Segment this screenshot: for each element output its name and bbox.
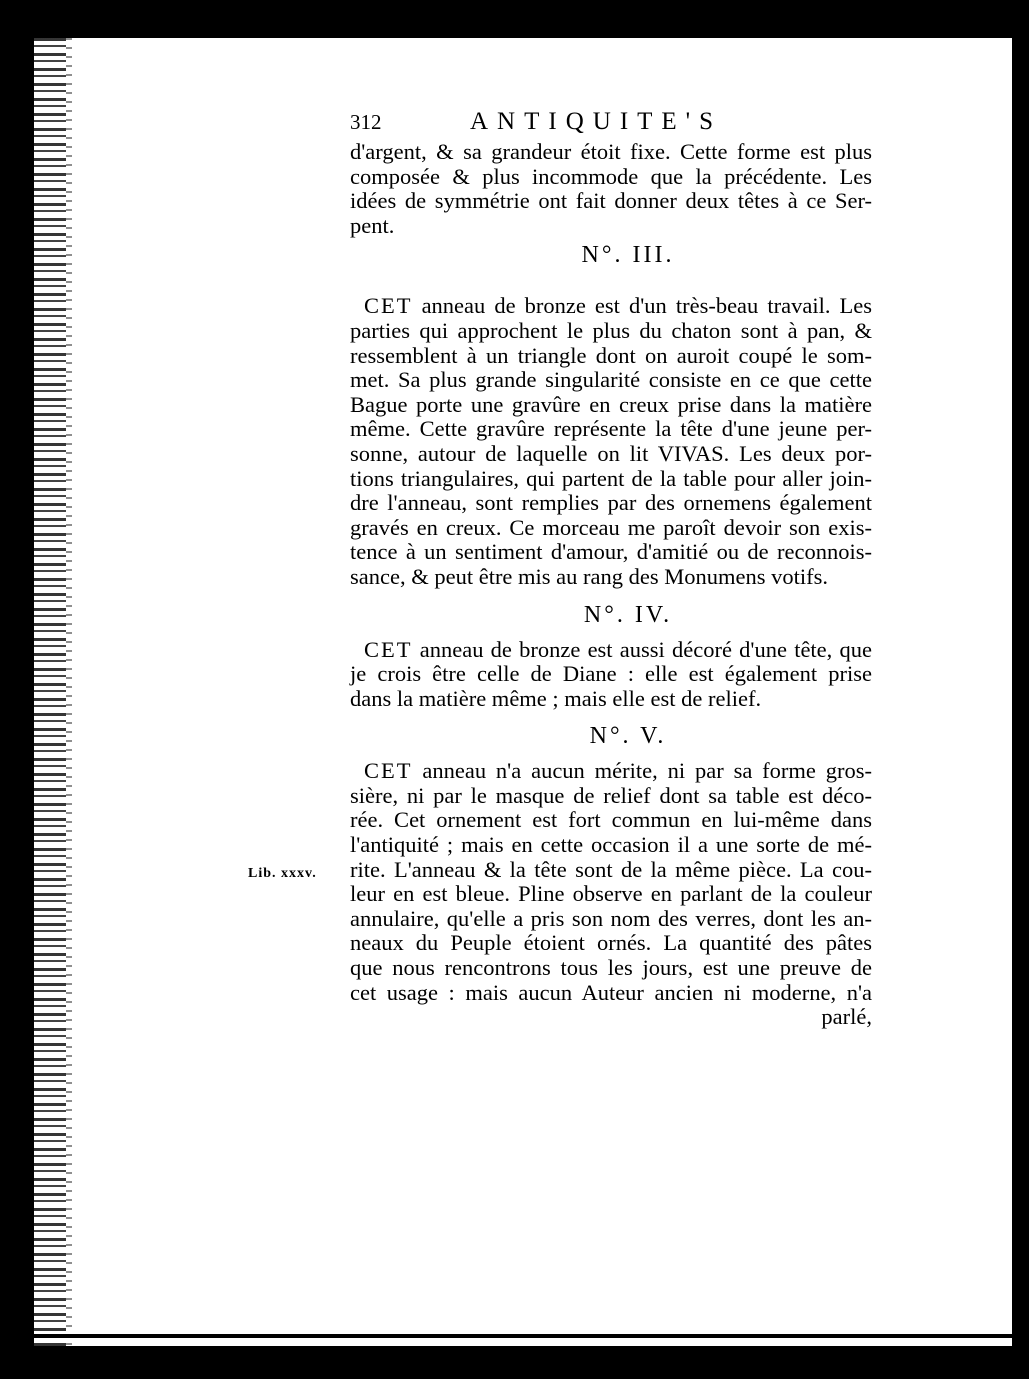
- text-line: dans la matière même ; mais elle est de relief.: [350, 685, 762, 711]
- text-line: pent.: [350, 212, 395, 238]
- text-line: tions triangulaires, qui partent de la table pour aller join-: [350, 465, 872, 491]
- catchword: parlé,: [821, 1004, 872, 1030]
- text-line: leur en est bleue. Pline observe en parlant de la couleur: [350, 881, 872, 907]
- text-line: je crois être celle de Diane : elle est également prise: [350, 661, 872, 687]
- text-line: parties qui approchent le plus du chaton sont à pan, &: [350, 317, 872, 343]
- running-title: ANTIQUITE'S: [470, 108, 723, 135]
- text-line: dre l'anneau, sont remplies par des ornemens également: [350, 490, 872, 516]
- text-line: même. Cette gravûre représente la tête d'une jeune per-: [350, 416, 872, 442]
- lead-word: CET: [364, 636, 413, 662]
- section-heading-iv: N°. IV.: [583, 601, 673, 628]
- text-line: cet usage : mais aucun Auteur ancien ni moderne, n'a: [350, 979, 872, 1005]
- lead-line-rest: anneau de bronze est aussi décoré d'une tête, que: [419, 636, 872, 662]
- section-heading-iii: N°. III.: [581, 242, 675, 269]
- text-block: [350, 110, 872, 1030]
- text-line: sance, & peut être mis au rang des Monumens votifs.: [350, 563, 829, 589]
- text-line: composée & plus incommode que la précédente. Les: [350, 163, 872, 189]
- running-head: [350, 110, 872, 140]
- paragraph-iv: [350, 638, 872, 712]
- text-line: rée. Cet ornement est fort commun en lui-même dans: [350, 807, 872, 833]
- page-gutter-edge: [66, 38, 72, 1346]
- text-line: que nous rencontrons tous les jours, est une preuve de: [350, 955, 872, 981]
- lead-word: CET: [364, 293, 413, 319]
- text-line: [350, 294, 872, 319]
- text-line: d'argent, & sa grandeur étoit fixe. Cette forme est plus: [350, 139, 872, 164]
- text-line: Bague porte une gravûre en creux prise dans la matière: [350, 391, 872, 417]
- text-line: met. Sa plus grande singularité consiste en ce que cette: [350, 367, 872, 393]
- section-heading-v: N°. V.: [589, 723, 667, 750]
- paragraph-iii: [350, 294, 872, 589]
- lead-line-rest: anneau n'a aucun mérite, ni par sa forme gros-: [422, 758, 872, 784]
- text-line: [350, 759, 872, 784]
- paragraph-continued: [350, 140, 872, 238]
- text-line: rite. L'anneau & la tête sont de la même pièce. La cou-: [350, 856, 872, 882]
- lead-word: CET: [364, 758, 413, 784]
- text-line: gravés en creux. Ce morceau me paroît devoir son exis-: [350, 514, 872, 540]
- page-bottom-edge: [34, 1334, 1012, 1338]
- text-line: annulaire, qu'elle a pris son nom des verres, dont les an-: [350, 905, 872, 931]
- text-line: tence à un sentiment d'amour, d'amitié ou de reconnois-: [350, 539, 872, 565]
- text-line: sonne, autour de laquelle on lit VIVAS. Les deux por-: [350, 440, 872, 466]
- paragraph-v: [350, 759, 872, 1030]
- lead-line-rest: anneau de bronze est d'un très-beau travail. Les: [421, 293, 872, 319]
- text-line: l'antiquité ; mais en cette occasion il a une sorte de mé-: [350, 832, 872, 858]
- text-line: neaux du Peuple étoient ornés. La quantité des pâtes: [350, 930, 872, 956]
- page-gutter-shadow: [34, 38, 66, 1346]
- text-line: ressemblent à un triangle dont on auroit coupé le som-: [350, 342, 872, 368]
- text-line: idées de symmétrie ont fait donner deux têtes à ce Ser-: [350, 188, 872, 214]
- text-line: sière, ni par le masque de relief dont sa table est déco-: [350, 782, 872, 808]
- text-line: [350, 638, 872, 663]
- margin-note: Lib. xxxv.: [248, 866, 317, 881]
- page-number: 312: [350, 110, 382, 134]
